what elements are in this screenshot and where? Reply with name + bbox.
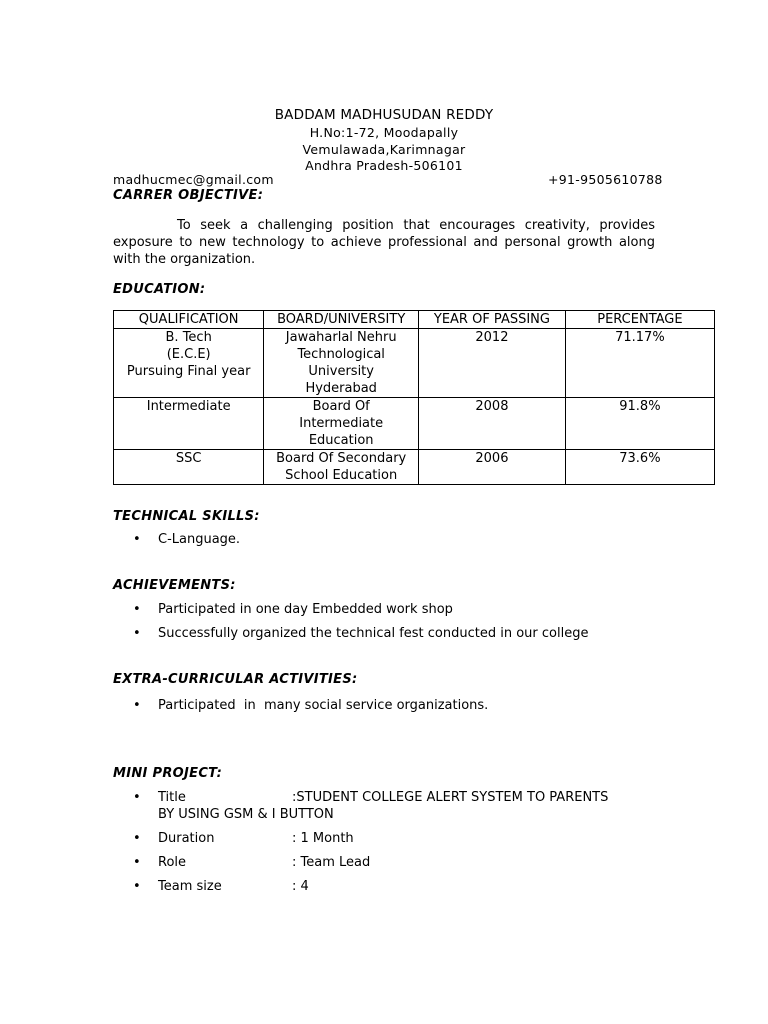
column-header-year: YEAR OF PASSING [419,311,566,329]
extra-curricular-list [113,697,488,714]
project-role-value: : Team Lead [292,855,371,870]
education-heading: EDUCATION: [113,282,206,297]
objective-text [113,217,655,268]
technical-skills-heading: TECHNICAL SKILLS: [113,509,260,524]
list-item [113,697,488,714]
cell-line: University [308,364,374,379]
project-duration-value: : 1 Month [292,831,354,846]
cell-line: Board Of Secondary [276,451,407,466]
table-row [114,329,715,398]
objective-paragraph: To seek a challenging position that encourages creativity, provides exposure to new technology to achieve professional and personal growth along with the organization. [113,218,655,267]
project-duration-label: Duration [158,831,215,846]
list-item-text: Participated in many social service organizations. [158,698,489,713]
cell-line: Jawaharlal Nehru [285,330,397,345]
education-table [113,310,715,485]
board-cell [264,398,419,450]
project-title-label: Title [158,790,186,805]
table-header-row [114,311,715,329]
column-header-percentage: PERCENTAGE [565,311,714,329]
cell-line: Intermediate [299,416,384,431]
qualification-cell [114,450,264,485]
list-item-text: C-Language. [158,532,241,547]
project-team-size-label: Team size [158,879,222,894]
achievements-list [113,601,588,642]
candidate-name: BADDAM MADHUSUDAN REDDY [274,107,494,123]
list-item-text: Successfully organized the technical fest conducted in our college [158,626,589,641]
cell-line: Hyderabad [305,381,377,396]
year-cell: 2008 [419,398,566,450]
column-header-board: BOARD/UNIVERSITY [264,311,419,329]
project-title-value: :STUDENT COLLEGE ALERT SYSTEM TO PARENTS [292,790,609,805]
address-line-1: H.No:1-72, Moodapally [309,125,459,140]
qualification-cell [114,398,264,450]
extra-curricular-heading: EXTRA-CURRICULAR ACTIVITIES: [113,672,358,687]
bullet-icon: • [133,602,141,617]
list-item [113,601,588,618]
project-duration-row [113,830,513,847]
project-team-size-value: : 4 [292,879,309,894]
achievements-heading: ACHIEVEMENTS: [113,578,236,593]
cell-line: Education [308,433,374,448]
cell-line: Pursuing Final year [126,364,251,379]
mini-project-heading: MINI PROJECT: [113,766,223,781]
list-item [113,531,240,548]
cell-line: Intermediate [146,399,231,414]
email-address: madhucmec@gmail.com [113,172,274,187]
bullet-icon: • [133,532,141,547]
board-cell [264,450,419,485]
percentage-cell: 91.8% [565,398,714,450]
table-row [114,398,715,450]
cell-line: Board Of [312,399,370,414]
objective-heading: CARRER OBJECTIVE: [113,188,264,203]
table-row [114,450,715,485]
project-role-label: Role [158,855,187,870]
cell-line: School Education [285,468,398,483]
project-team-size-row [113,878,513,895]
year-cell: 2012 [419,329,566,398]
project-role-row [113,854,513,871]
cell-line: B. Tech [165,330,212,345]
percentage-cell: 73.6% [565,450,714,485]
project-title-row [113,789,673,823]
cell-line: (E.C.E) [166,347,211,362]
board-cell [264,329,419,398]
bullet-icon: • [133,790,141,805]
technical-skills-list [113,531,240,548]
bullet-icon: • [133,698,141,713]
address-line-3: Andhra Pradesh-506101 [305,158,463,173]
bullet-icon: • [133,831,141,846]
percentage-cell: 71.17% [565,329,714,398]
list-item-text: Participated in one day Embedded work shop [158,602,453,617]
bullet-icon: • [133,879,141,894]
address-line-2: Vemulawada,Karimnagar [302,142,466,157]
qualification-cell [114,329,264,398]
year-cell: 2006 [419,450,566,485]
phone-number: +91-9505610788 [548,172,663,187]
cell-line: Technological [297,347,385,362]
list-item [113,625,588,642]
cell-line: SSC [175,451,202,466]
column-header-qualification: QUALIFICATION [114,311,264,329]
bullet-icon: • [133,855,141,870]
project-title-value-continued: BY USING GSM & I BUTTON [158,807,334,822]
bullet-icon: • [133,626,141,641]
